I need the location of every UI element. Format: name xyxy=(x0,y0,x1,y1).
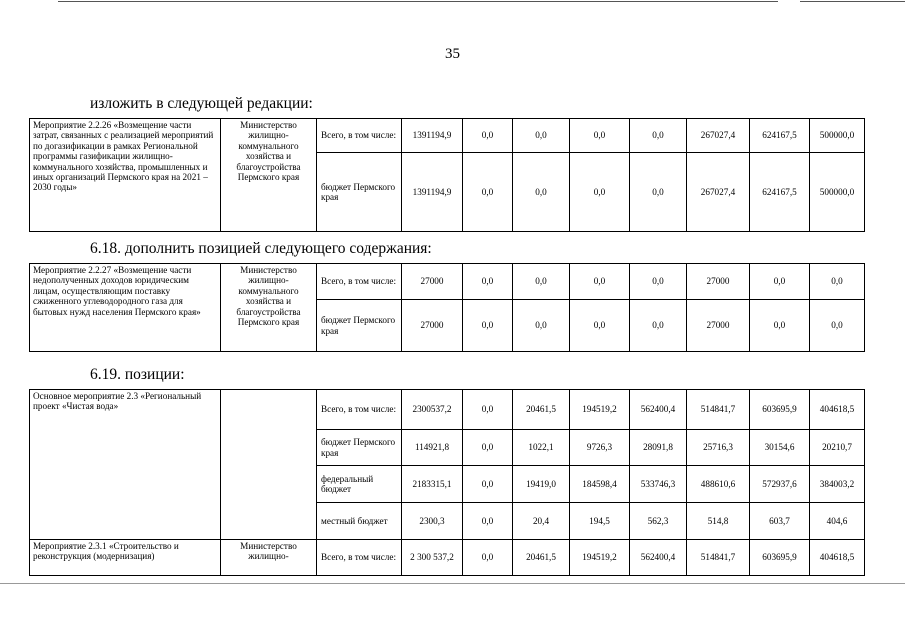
value-cell: 2300537,2 xyxy=(402,390,463,430)
value-cell: 0,0 xyxy=(513,119,570,153)
value-cell: 25716,3 xyxy=(687,430,750,466)
value-cell: 0,0 xyxy=(750,300,810,352)
value-cell: 194519,2 xyxy=(570,540,630,576)
value-cell: 603,7 xyxy=(750,503,810,540)
row-label: Всего, в том числе: xyxy=(317,540,402,576)
instruction-paragraph-1: изложить в следующей редакции: xyxy=(90,95,313,112)
value-cell: 20,4 xyxy=(513,503,570,540)
row-label: бюджет Пермского края xyxy=(317,153,402,232)
table-row xyxy=(30,264,865,300)
value-cell: 194,5 xyxy=(570,503,630,540)
value-cell: 2183315,1 xyxy=(402,466,463,503)
value-cell: 27000 xyxy=(402,300,463,352)
value-cell: 488610,6 xyxy=(687,466,750,503)
value-cell: 404618,5 xyxy=(810,540,865,576)
table-row xyxy=(30,540,865,576)
row-label: Всего, в том числе: xyxy=(317,264,402,300)
value-cell: 0,0 xyxy=(513,300,570,352)
value-cell: 514841,7 xyxy=(687,540,750,576)
value-cell: 0,0 xyxy=(513,153,570,232)
value-cell: 562400,4 xyxy=(630,390,687,430)
value-cell: 0,0 xyxy=(810,300,865,352)
value-cell: 0,0 xyxy=(810,264,865,300)
value-cell: 0,0 xyxy=(513,264,570,300)
value-cell: 1022,1 xyxy=(513,430,570,466)
value-cell: 19419,0 xyxy=(513,466,570,503)
value-cell: 2300,3 xyxy=(402,503,463,540)
activity-name: Мероприятие 2.2.27 «Возмещение части недополученных доходов юридическим лицам, осуществляющим поставку сжиженного углеводородного газа для бытовых нужд населения Пермского края» xyxy=(30,264,221,352)
value-cell: 500000,0 xyxy=(810,119,865,153)
row-label: бюджет Пермского края xyxy=(317,430,402,466)
page-number: 35 xyxy=(445,46,460,62)
value-cell: 514841,7 xyxy=(687,390,750,430)
value-cell: 533746,3 xyxy=(630,466,687,503)
row-label: Всего, в том числе: xyxy=(317,390,402,430)
value-cell: 404618,5 xyxy=(810,390,865,430)
value-cell: 20461,5 xyxy=(513,390,570,430)
value-cell: 27000 xyxy=(687,300,750,352)
activity-name: Мероприятие 2.3.1 «Строительство и реконструкция (модернизация) xyxy=(30,540,221,576)
executor-name xyxy=(221,390,317,540)
value-cell: 0,0 xyxy=(630,153,687,232)
executor-name: Министерство жилищно- xyxy=(221,540,317,576)
value-cell: 194519,2 xyxy=(570,390,630,430)
value-cell: 404,6 xyxy=(810,503,865,540)
value-cell: 0,0 xyxy=(630,300,687,352)
value-cell: 0,0 xyxy=(750,264,810,300)
value-cell: 0,0 xyxy=(570,153,630,232)
value-cell: 384003,2 xyxy=(810,466,865,503)
value-cell: 562400,4 xyxy=(630,540,687,576)
value-cell: 30154,6 xyxy=(750,430,810,466)
scan-top-line xyxy=(58,1,778,2)
table-main-activity-2-3 xyxy=(29,389,865,576)
value-cell: 0,0 xyxy=(570,119,630,153)
value-cell: 1391194,9 xyxy=(402,119,463,153)
value-cell: 0,0 xyxy=(463,264,513,300)
value-cell: 624167,5 xyxy=(750,153,810,232)
value-cell: 0,0 xyxy=(463,119,513,153)
value-cell: 0,0 xyxy=(463,540,513,576)
value-cell: 0,0 xyxy=(463,430,513,466)
value-cell: 114921,8 xyxy=(402,430,463,466)
activity-name: Мероприятие 2.2.26 «Возмещение части затрат, связанных с реализацией мероприятий по догазификации в рамках Региональной программы газификации жилищно-коммунального хозяйства, промышленных и иных организаций Пермского края на 2021 – 2030 годы» xyxy=(30,119,221,232)
instruction-paragraph-3: 6.19. позиции: xyxy=(90,366,185,383)
value-cell: 184598,4 xyxy=(570,466,630,503)
value-cell: 0,0 xyxy=(463,390,513,430)
value-cell: 0,0 xyxy=(570,264,630,300)
row-label: бюджет Пермского края xyxy=(317,300,402,352)
value-cell: 2 300 537,2 xyxy=(402,540,463,576)
row-label: местный бюджет xyxy=(317,503,402,540)
value-cell: 562,3 xyxy=(630,503,687,540)
value-cell: 9726,3 xyxy=(570,430,630,466)
value-cell: 20461,5 xyxy=(513,540,570,576)
value-cell: 572937,6 xyxy=(750,466,810,503)
value-cell: 603695,9 xyxy=(750,390,810,430)
value-cell: 603695,9 xyxy=(750,540,810,576)
row-label: федеральный бюджет xyxy=(317,466,402,503)
table-activity-2-2-26 xyxy=(29,118,865,232)
value-cell: 0,0 xyxy=(570,300,630,352)
value-cell: 624167,5 xyxy=(750,119,810,153)
value-cell: 500000,0 xyxy=(810,153,865,232)
value-cell: 0,0 xyxy=(463,503,513,540)
table-row xyxy=(30,390,865,430)
value-cell: 0,0 xyxy=(630,119,687,153)
value-cell: 267027,4 xyxy=(687,153,750,232)
value-cell: 0,0 xyxy=(630,264,687,300)
table-row xyxy=(30,119,865,153)
value-cell: 267027,4 xyxy=(687,119,750,153)
value-cell: 27000 xyxy=(687,264,750,300)
row-label: Всего, в том числе: xyxy=(317,119,402,153)
value-cell: 1391194,9 xyxy=(402,153,463,232)
instruction-paragraph-2: 6.18. дополнить позицией следующего содержания: xyxy=(90,240,432,257)
value-cell: 514,8 xyxy=(687,503,750,540)
scan-bottom-line xyxy=(0,583,905,584)
value-cell: 27000 xyxy=(402,264,463,300)
value-cell: 0,0 xyxy=(463,153,513,232)
value-cell: 28091,8 xyxy=(630,430,687,466)
value-cell: 0,0 xyxy=(463,466,513,503)
table-activity-2-2-27 xyxy=(29,263,865,352)
activity-name: Основное мероприятие 2.3 «Региональный проект «Чистая вода» xyxy=(30,390,221,540)
scan-top-line-right xyxy=(800,1,905,2)
executor-name: Министерство жилищно-коммунального хозяйства и благоустройства Пермского края xyxy=(221,119,317,232)
value-cell: 20210,7 xyxy=(810,430,865,466)
executor-name: Министерство жилищно-коммунального хозяйства и благоустройства Пермского края xyxy=(221,264,317,352)
value-cell: 0,0 xyxy=(463,300,513,352)
